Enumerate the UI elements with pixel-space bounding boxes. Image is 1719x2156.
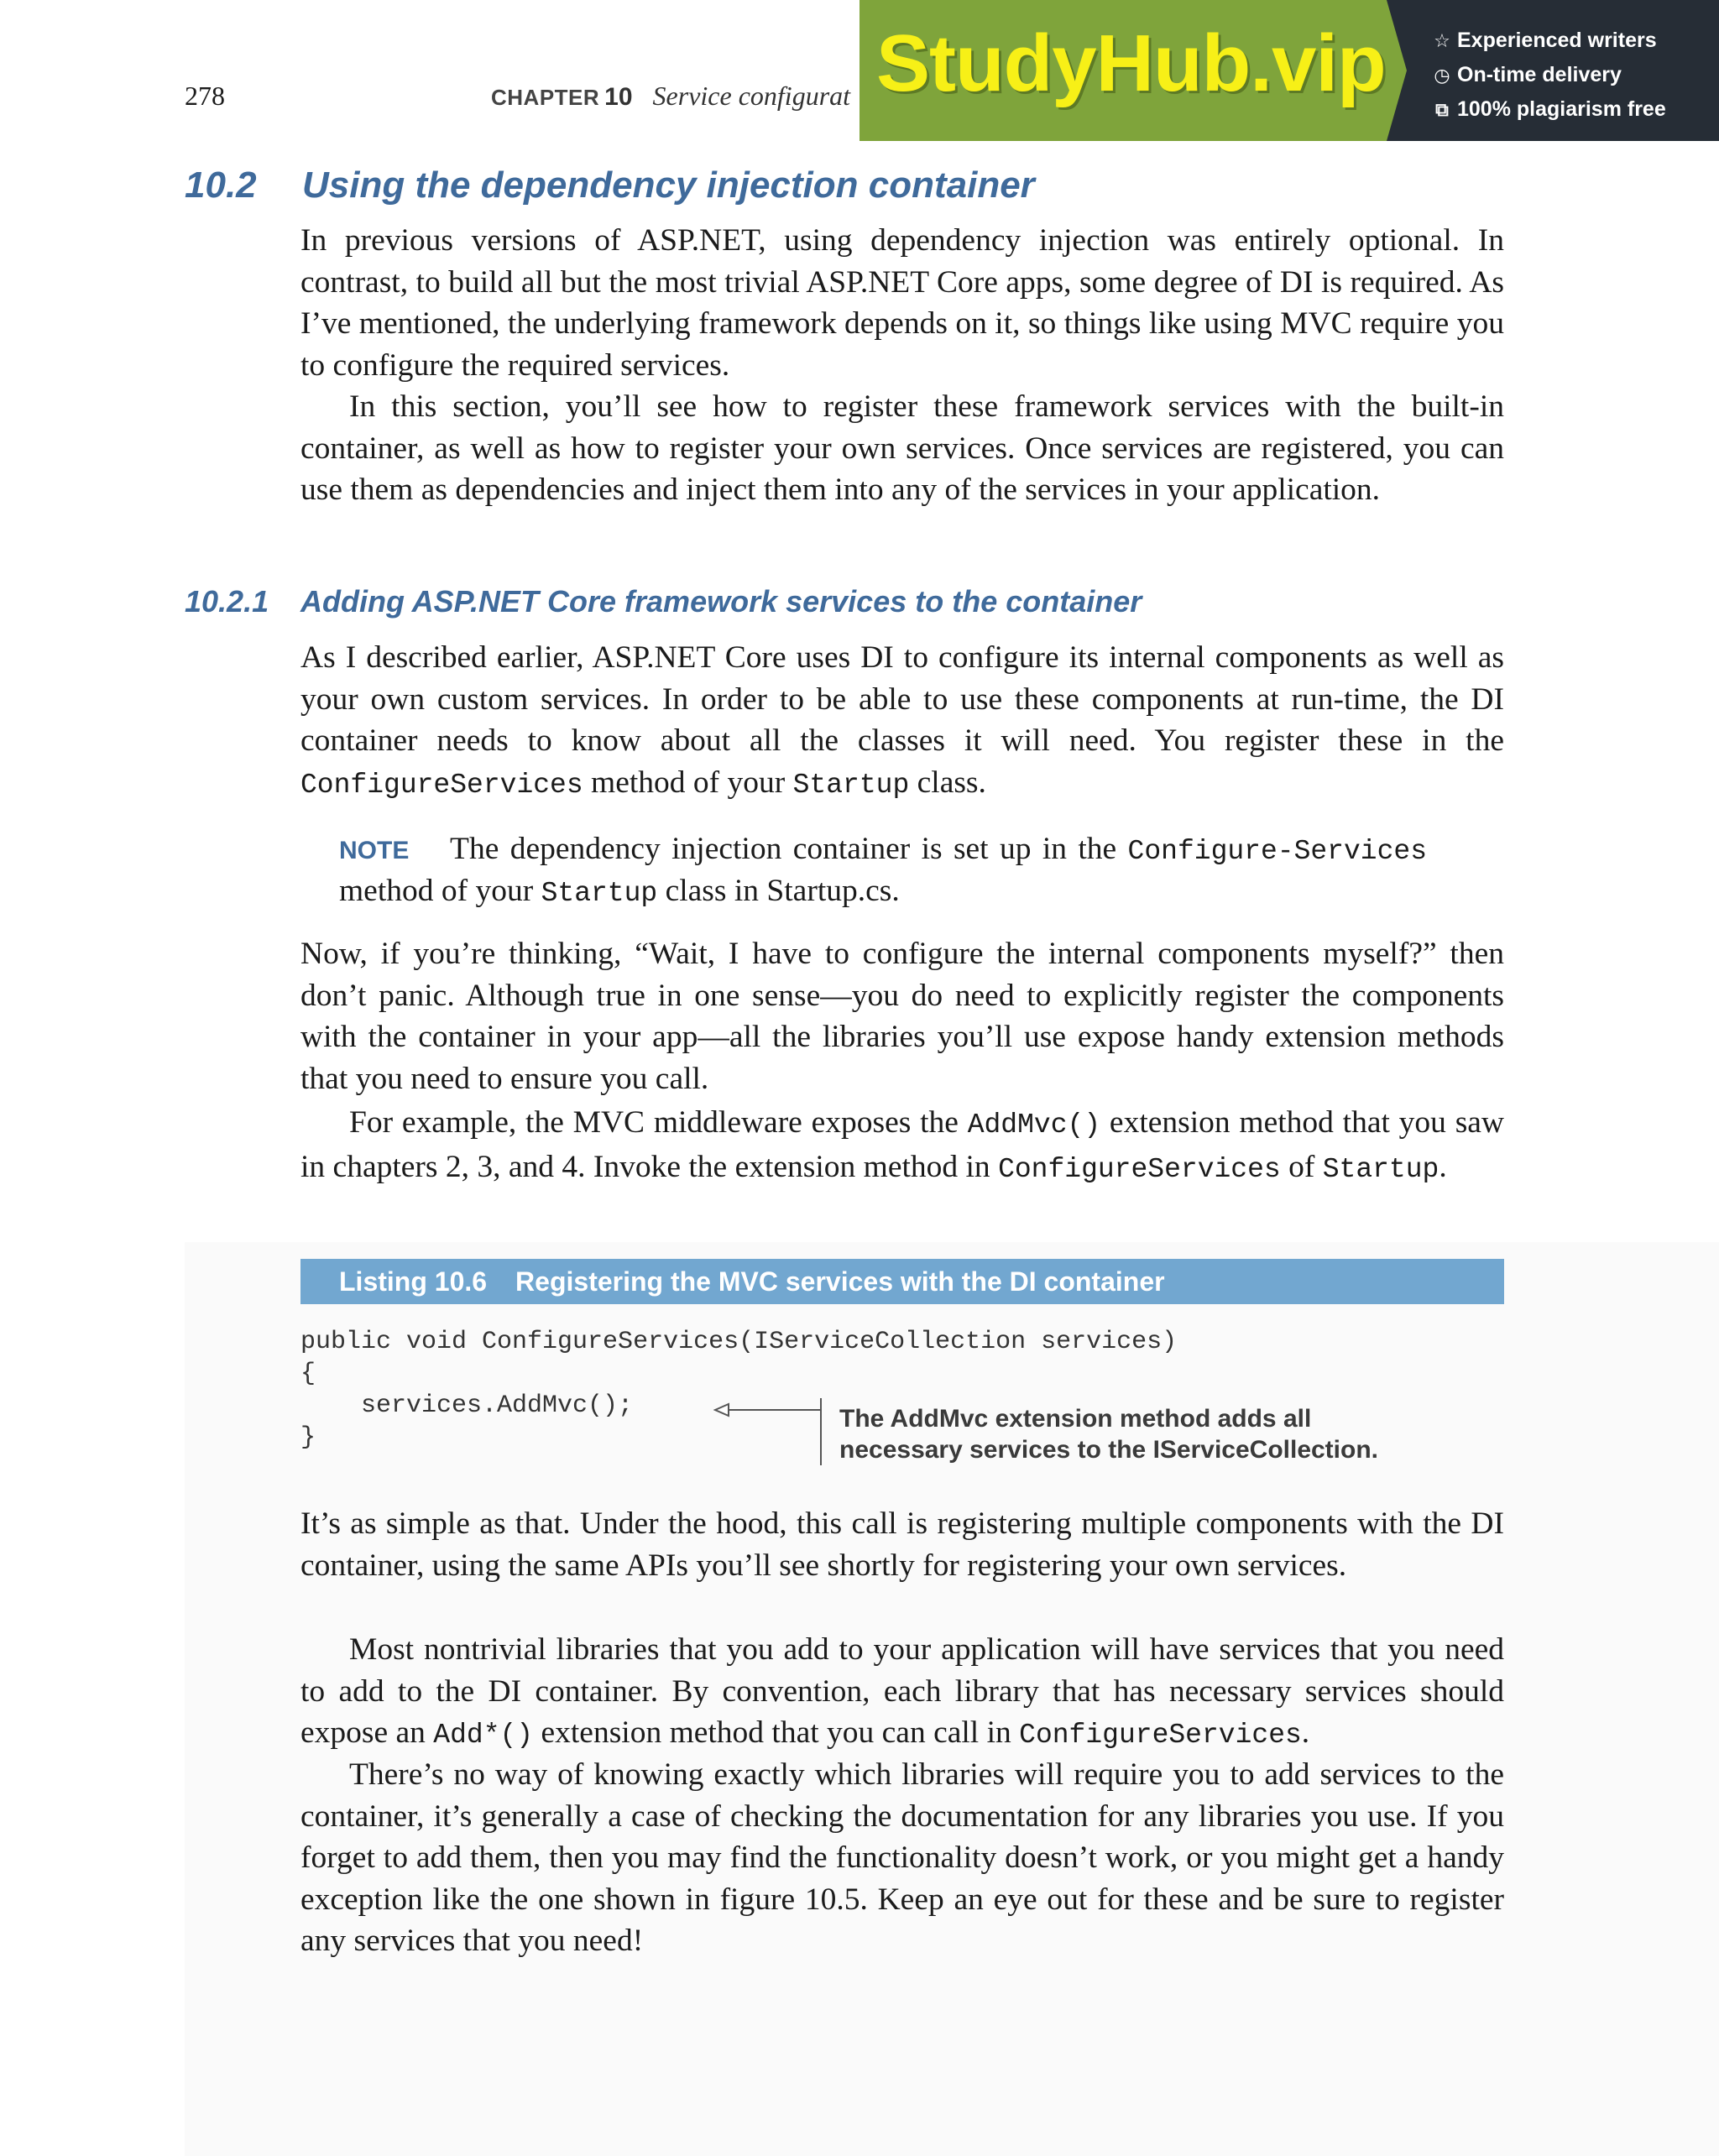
code-line: public void ConfigureServices(IServiceCollection services)	[300, 1328, 1178, 1356]
text-run: method of your	[591, 765, 786, 800]
page-number: 278	[185, 81, 225, 111]
listing-title: Registering the MVC services with the DI container	[515, 1266, 1165, 1297]
subsection-title: Adding ASP.NET Core framework services to the container	[300, 584, 1142, 619]
studyhub-banner[interactable]	[860, 0, 1719, 141]
banner-badges-panel	[1387, 0, 1719, 141]
paragraph: In this section, you’ll see how to register these framework services with the built-in container, as well as how to register your own services. Once services are registered, you can use them as dependencies and inject them into any of the services in your application.	[300, 389, 1504, 507]
text-run: .	[1439, 1149, 1447, 1184]
section-title: Using the dependency injection container	[302, 164, 1035, 206]
chapter-title: Service configurat	[652, 81, 851, 111]
paragraph: It’s as simple as that. Under the hood, this call is registering multiple components with the DI container, using the same APIs you’ll see shortly for registering your own services.	[300, 1506, 1504, 1583]
section-heading	[185, 164, 1035, 206]
subsection-number: 10.2.1	[185, 584, 269, 619]
note-label: NOTE	[339, 837, 410, 864]
code-line: }	[300, 1423, 316, 1452]
paragraph: Now, if you’re thinking, “Wait, I have to configure the internal components myself?” then don’t panic. Although true in one sense—you do need to explicitly register the components with the container in your app—all the libraries you’ll use expose handy extension methods that you need to ensure you call.	[300, 937, 1504, 1096]
badge-text: On-time delivery	[1457, 63, 1622, 86]
inline-code: ConfigureServices	[300, 769, 583, 801]
text-run: The dependency injection container is set up in the	[450, 832, 1117, 866]
badge-item	[1432, 23, 1666, 58]
section-number: 10.2	[185, 164, 257, 206]
inline-code: Configure-Services	[1127, 836, 1428, 867]
copy-icon: ⧉	[1435, 99, 1449, 120]
paragraph	[300, 1629, 1504, 1757]
paragraph	[300, 1102, 1504, 1190]
text-run: For example, the MVC middleware exposes the	[349, 1105, 959, 1140]
inline-code: Startup	[1322, 1153, 1439, 1185]
running-header	[491, 81, 850, 112]
chapter-label: CHAPTER	[491, 85, 600, 110]
inline-code: ConfigureServices	[998, 1153, 1281, 1185]
listing-caption	[300, 1259, 1504, 1304]
text-run: Most nontrivial libraries that you add to your application will have services that you need to add to the DI container. By convention, each library that has necessary services should expose an	[300, 1632, 1504, 1750]
inline-code: AddMvc()	[967, 1109, 1101, 1141]
brand-logo: StudyHub.vip	[876, 18, 1386, 108]
text-run: extension method that you can call in	[541, 1715, 1011, 1750]
paragraph	[300, 637, 1504, 806]
text-run: class.	[917, 765, 986, 800]
text-run: .	[1301, 1715, 1310, 1750]
badge-item	[1432, 92, 1666, 127]
listing-number: Listing 10.6	[339, 1266, 488, 1297]
code-line: {	[300, 1360, 316, 1388]
subsection-heading	[185, 584, 1142, 619]
inline-code: Add*()	[433, 1720, 534, 1751]
annotation-arrow	[713, 1393, 831, 1469]
star-outline-icon: ☆	[1434, 30, 1450, 51]
text-run: As I described earlier, ASP.NET Core uses DI to configure its internal components as well as your own custom services. In order to be able to use these components at run-time, the DI container needs to know about all the classes it will need. You register these in the	[300, 640, 1504, 758]
paragraph: In previous versions of ASP.NET, using dependency injection was entirely optional. In contrast, to build all but the most trivial ASP.NET Core apps, some degree of DI is required. As I’ve mentioned, the underlying framework depends on it, so things like using MVC require you to configure the required services.	[300, 223, 1504, 383]
banner-brand-panel	[860, 0, 1387, 141]
clock-icon: ◷	[1434, 65, 1450, 86]
annotation-line: necessary services to the IServiceCollection.	[839, 1436, 1378, 1464]
inline-code: Startup	[541, 878, 658, 909]
badge-list	[1432, 23, 1666, 127]
badge-text: Experienced writers	[1457, 29, 1657, 52]
code-line: services.AddMvc();	[300, 1391, 634, 1420]
code-annotation	[839, 1403, 1378, 1465]
annotation-line: The AddMvc extension method adds all	[839, 1405, 1312, 1433]
text-run: of	[1288, 1149, 1315, 1184]
inline-code: Startup	[792, 769, 910, 801]
badge-text: 100% plagiarism free	[1457, 97, 1666, 121]
text-run: extension method that you saw in chapters 2, 3, and 4. Invoke the extension method in	[300, 1105, 1505, 1184]
badge-item	[1432, 58, 1666, 92]
text-run: method of your	[339, 874, 534, 908]
inline-code: ConfigureServices	[1019, 1720, 1302, 1751]
chapter-number: 10	[604, 83, 633, 111]
paragraph: There’s no way of knowing exactly which libraries will require you to add services to the container, it’s generally a case of checking the documentation for any libraries you use. If you forget to add them, then you may find the functionality doesn’t work, or you might get a handy exception like the one shown in figure 10.5. Keep an eye out for these and be sure to register any services that you need!	[300, 1757, 1504, 1958]
text-run: class in Startup.cs.	[665, 874, 900, 908]
note-callout	[339, 829, 1427, 913]
